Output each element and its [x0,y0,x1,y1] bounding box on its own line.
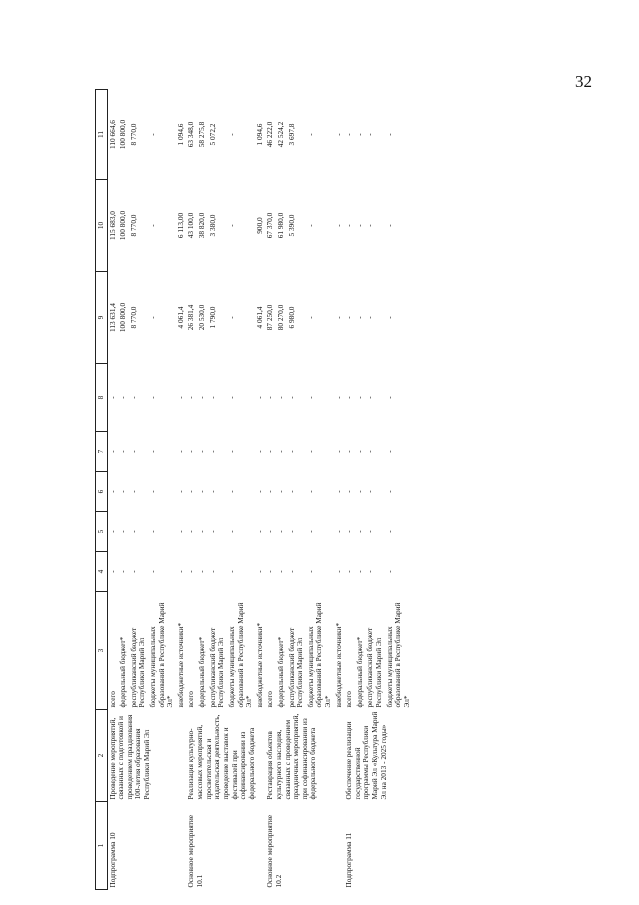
value-cell-col-9: - [344,316,354,319]
value-cell-col-6: - [265,490,275,493]
value-cell-col-10: 8 770,0 [128,214,138,237]
value-cell-col-11: 5 072,2 [207,123,217,146]
value-cell-col-9: - [384,316,394,319]
value-cell-col-10: 100 800,0 [118,210,128,241]
value-cell-col-9: 4 061,4 [254,306,264,329]
funding-source: бюджеты муниципальных образований в Республике Марий Эл* [384,602,411,708]
value-cell-col-6: - [197,490,207,493]
value-cell-col-11: 110 664,6 [107,120,117,149]
rotated-table-container [95,90,565,890]
value-cell-col-9: 8 770,0 [128,306,138,329]
value-cell-col-5: - [148,530,158,533]
value-cell-col-7: - [148,450,158,453]
value-cell-col-6: - [384,490,394,493]
value-cell-col-5: - [226,530,236,533]
value-cell-col-8: - [197,396,207,399]
value-cell-col-4: - [333,570,343,573]
value-cell-col-4: - [305,570,315,573]
value-cell-col-9: 87 250,0 [265,304,275,331]
value-cell-col-5: - [333,530,343,533]
column-header-1: 1 [96,802,108,890]
value-cell-col-8: - [186,396,196,399]
table-row [186,90,197,890]
value-cell-col-8: - [175,396,185,399]
value-cell-col-4: - [128,570,138,573]
value-cell-col-10: - [365,224,375,227]
column-header-5: 5 [96,512,108,552]
value-cell-col-10: - [384,224,394,227]
value-cell-col-11: - [333,133,343,136]
value-cell-col-7: - [286,450,296,453]
funding-source: всего [344,691,354,708]
value-cell-col-9: - [354,316,364,319]
value-cell-col-4: - [365,570,375,573]
program-name: Реставрация объектов культурного наследия, связанных с проведением праздничных мероприятий, при софинансировании из федерального бюджета [265,713,318,800]
value-cell-col-9: 6 980,0 [286,306,296,329]
table-row [107,90,118,890]
value-cell-col-7: - [333,450,343,453]
funding-source: всего [107,691,117,708]
program-name: Проведение мероприятий, связанных с подготовкой и проведением празднования 100-летия образования Республики Марий Эл [107,714,152,800]
program-code: Основное мероприятие 10.2 [265,814,283,888]
value-cell-col-5: - [207,530,217,533]
value-cell-col-4: - [118,570,128,573]
value-cell-col-9: 20 530,0 [197,304,207,331]
value-cell-col-6: - [128,490,138,493]
column-header-11: 11 [96,90,108,180]
value-cell-col-8: - [226,396,236,399]
value-cell-col-8: - [384,396,394,399]
program-code: Основное мероприятие 10.1 [186,814,205,888]
program-code: Подпрограмма 11 [344,832,354,888]
value-cell-col-4: - [186,570,196,573]
value-cell-col-7: - [175,450,185,453]
value-cell-col-8: - [207,396,217,399]
value-cell-col-8: - [365,396,375,399]
value-cell-col-7: - [384,450,394,453]
value-cell-col-7: - [365,450,375,453]
value-cell-col-9: - [148,316,158,319]
value-cell-col-6: - [118,490,128,493]
value-cell-col-7: - [305,450,315,453]
value-cell-col-11: 63 348,0 [186,121,196,148]
value-cell-col-4: - [107,570,117,573]
value-cell-col-10: 6 113,00 [175,212,185,239]
value-cell-col-8: - [286,396,296,399]
value-cell-col-8: - [344,396,354,399]
value-cell-col-4: - [286,570,296,573]
funding-source: федеральный бюджет* [354,636,364,708]
funding-source: республиканский бюджет Республики Марий Эл [286,627,305,708]
value-cell-col-8: - [275,396,285,399]
value-cell-col-5: - [365,530,375,533]
value-cell-col-9: - [333,316,343,319]
value-cell-col-11: 1 094,6 [175,123,185,146]
value-cell-col-9: 26 381,4 [186,304,196,331]
funding-source: бюджеты муниципальных образований в Республике Марий Эл* [305,602,333,708]
value-cell-col-5: - [305,530,315,533]
column-header-10: 10 [96,180,108,272]
table-body [107,90,412,890]
header-row [96,90,108,890]
budget-table [95,89,413,890]
value-cell-col-9: 1 790,0 [207,306,217,329]
funding-source: федеральный бюджет* [275,636,285,708]
value-cell-col-5: - [275,530,285,533]
page-number: 32 [575,72,592,91]
program-code: Подпрограмма 10 [107,832,117,888]
value-cell-col-9: 4 061,4 [175,306,185,329]
value-cell-col-10: - [305,224,315,227]
column-header-3: 3 [96,592,108,710]
value-cell-col-11: 8 770,0 [128,123,138,146]
value-cell-col-9: 80 270,0 [275,304,285,331]
table-row [344,90,355,890]
value-cell-col-10: 3 380,0 [207,214,217,237]
value-cell-col-10: - [226,224,236,227]
value-cell-col-6: - [344,490,354,493]
value-cell-col-7: - [344,450,354,453]
value-cell-col-6: - [207,490,217,493]
column-header-7: 7 [96,432,108,472]
value-cell-col-7: - [354,450,364,453]
value-cell-col-10: 43 100,0 [186,212,196,239]
funding-source: всего [186,691,196,708]
value-cell-col-10: 67 370,0 [265,212,275,239]
column-header-8: 8 [96,364,108,432]
column-header-2: 2 [96,710,108,802]
value-cell-col-8: - [254,396,264,399]
value-cell-col-5: - [265,530,275,533]
value-cell-col-10: 61 980,0 [275,212,285,239]
value-cell-col-4: - [354,570,364,573]
value-cell-col-8: - [107,396,117,399]
value-cell-col-5: - [344,530,354,533]
funding-source: федеральный бюджет* [197,636,207,708]
value-cell-col-6: - [186,490,196,493]
funding-source: республиканский бюджет Республики Марий Эл [365,627,384,708]
value-cell-col-4: - [344,570,354,573]
value-cell-col-6: - [175,490,185,493]
value-cell-col-6: - [286,490,296,493]
value-cell-col-6: - [333,490,343,493]
program-name: Обеспечение реализации государственной программы Республики Марий Эл «Культура Марий Эл на 2013 - 2025 годы» [344,711,388,800]
value-cell-col-11: 58 275,8 [197,121,207,148]
value-cell-col-4: - [175,570,185,573]
value-cell-col-10: - [354,224,364,227]
value-cell-col-7: - [128,450,138,453]
value-cell-col-4: - [148,570,158,573]
value-cell-col-7: - [186,450,196,453]
value-cell-col-4: - [226,570,236,573]
funding-source: внебюджетные источники* [254,622,264,708]
value-cell-col-8: - [148,396,158,399]
value-cell-col-11: - [344,133,354,136]
value-cell-col-5: - [128,530,138,533]
value-cell-col-7: - [226,450,236,453]
value-cell-col-9: 113 631,4 [107,303,117,332]
value-cell-col-5: - [197,530,207,533]
funding-source: республиканский бюджет Республики Марий Эл [128,627,147,708]
value-cell-col-11: 42 524,2 [275,121,285,148]
value-cell-col-5: - [384,530,394,533]
value-cell-col-7: - [254,450,264,453]
value-cell-col-11: 3 697,8 [286,123,296,146]
value-cell-col-6: - [226,490,236,493]
value-cell-col-9: 100 800,0 [118,302,128,333]
value-cell-col-4: - [207,570,217,573]
column-header-6: 6 [96,472,108,512]
program-name: Реализация культурно-массовых мероприятий, просветительская и издательская деятельность, проведение выставок и фестивалей при софинансировании из федерального бюджета [186,714,256,800]
funding-source: бюджеты муниципальных образований в Республике Марий Эл* [226,602,254,708]
value-cell-col-11: 1 094,6 [254,123,264,146]
funding-source: бюджеты муниципальных образований в Республике Марий Эл* [148,602,175,708]
value-cell-col-11: 46 222,0 [265,121,275,148]
value-cell-col-10: - [333,224,343,227]
value-cell-col-8: - [354,396,364,399]
funding-source: внебюджетные источники* [175,622,185,708]
value-cell-col-4: - [197,570,207,573]
funding-source: всего [265,691,275,708]
value-cell-col-8: - [128,396,138,399]
value-cell-col-8: - [118,396,128,399]
value-cell-col-9: - [365,316,375,319]
value-cell-col-4: - [265,570,275,573]
value-cell-col-7: - [265,450,275,453]
value-cell-col-8: - [305,396,315,399]
value-cell-col-11: - [354,133,364,136]
value-cell-col-6: - [354,490,364,493]
value-cell-col-7: - [107,450,117,453]
value-cell-col-6: - [305,490,315,493]
value-cell-col-6: - [365,490,375,493]
value-cell-col-11: - [226,133,236,136]
value-cell-col-4: - [254,570,264,573]
value-cell-col-5: - [354,530,364,533]
value-cell-col-10: - [148,224,158,227]
value-cell-col-11: - [148,133,158,136]
value-cell-col-4: - [275,570,285,573]
value-cell-col-6: - [107,490,117,493]
value-cell-col-11: - [384,133,394,136]
value-cell-col-8: - [333,396,343,399]
value-cell-col-7: - [207,450,217,453]
funding-source: республиканский бюджет Республики Марий Эл [207,627,226,708]
value-cell-col-6: - [254,490,264,493]
value-cell-col-10: 115 683,0 [107,211,117,240]
value-cell-col-6: - [148,490,158,493]
value-cell-col-8: - [265,396,275,399]
value-cell-col-5: - [186,530,196,533]
value-cell-col-10: 900,0 [254,217,264,234]
value-cell-col-7: - [197,450,207,453]
value-cell-col-10: 38 820,0 [197,212,207,239]
value-cell-col-9: - [305,316,315,319]
value-cell-col-10: 5 390,0 [286,214,296,237]
funding-source: федеральный бюджет* [118,636,128,708]
value-cell-col-11: - [305,133,315,136]
value-cell-col-5: - [254,530,264,533]
funding-source: внебюджетные источники* [333,622,343,708]
value-cell-col-9: - [226,316,236,319]
value-cell-col-11: - [365,133,375,136]
value-cell-col-6: - [275,490,285,493]
value-cell-col-11: 100 800,0 [118,119,128,150]
value-cell-col-5: - [286,530,296,533]
column-header-4: 4 [96,552,108,592]
value-cell-col-7: - [118,450,128,453]
value-cell-col-5: - [107,530,117,533]
value-cell-col-5: - [118,530,128,533]
column-header-9: 9 [96,272,108,364]
value-cell-col-4: - [384,570,394,573]
table-row [265,90,276,890]
value-cell-col-7: - [275,450,285,453]
value-cell-col-10: - [344,224,354,227]
value-cell-col-5: - [175,530,185,533]
